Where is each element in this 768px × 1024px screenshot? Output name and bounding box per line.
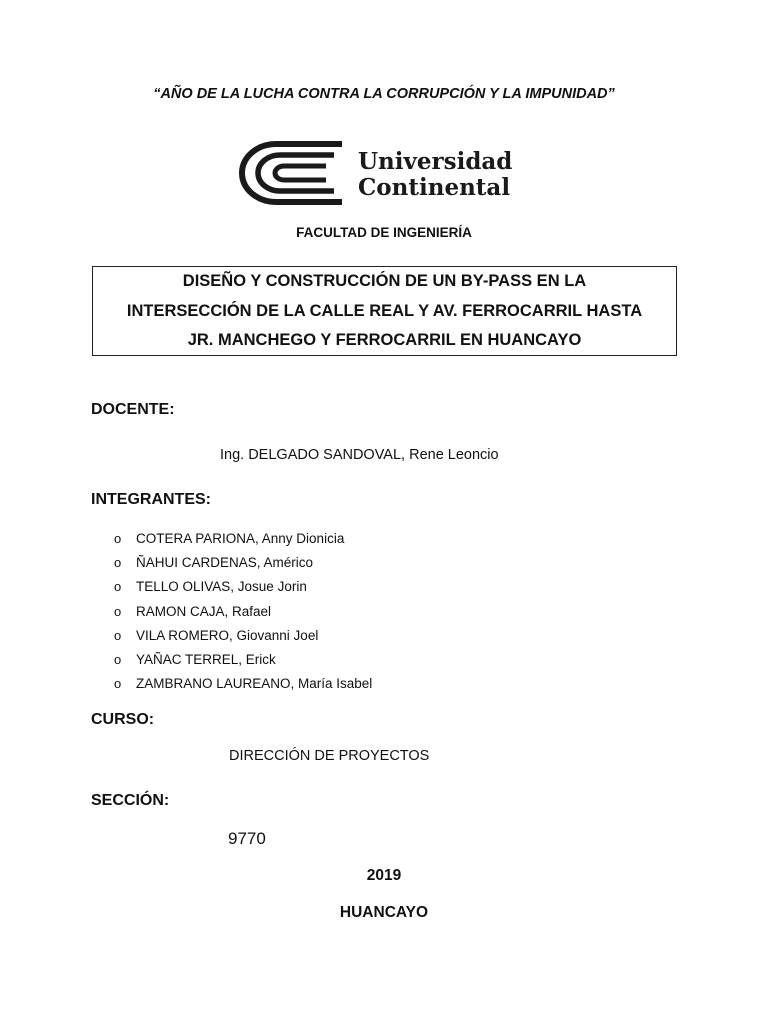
member-name: ÑAHUI CARDENAS, Américo: [136, 555, 314, 571]
bullet-marker: o: [114, 627, 122, 643]
year-text: 2019: [366, 867, 402, 884]
integrantes-heading: INTEGRANTES:: [91, 491, 211, 508]
bullet-marker: o: [114, 676, 122, 692]
member-name: RAMON CAJA, Rafael: [136, 603, 272, 619]
seccion-heading: SECCIÓN:: [91, 792, 170, 809]
title-line-2: INTERSECCIÓN DE LA CALLE REAL Y AV. FERROCARRIL HASTA: [126, 301, 643, 320]
member-name: TELLO OLIVAS, Josue Jorin: [136, 579, 307, 595]
member-name: COTERA PARIONA, Anny Dionicia: [136, 531, 345, 546]
logo-line-1: Universidad: [358, 148, 513, 175]
member-name: VILA ROMERO, Giovanni Joel: [136, 627, 319, 643]
logo-line-2: Continental: [358, 174, 511, 201]
motto-text: “AÑO DE LA LUCHA CONTRA LA CORRUPCIÓN Y LA IMPUNIDAD”: [153, 86, 615, 102]
city-text: HUANCAYO: [339, 904, 429, 921]
bullet-marker: o: [114, 531, 122, 546]
bullet-marker: o: [114, 603, 122, 619]
member-name: YAÑAC TERREL, Erick: [136, 651, 276, 667]
title-line-3: JR. MANCHEGO Y FERROCARRIL EN HUANCAYO: [187, 331, 582, 349]
title-line-1: DISEÑO Y CONSTRUCCIÓN DE UN BY-PASS EN LA: [182, 272, 587, 290]
university-logo: [234, 138, 524, 208]
bullet-marker: o: [114, 651, 122, 667]
bullet-marker: o: [114, 555, 122, 571]
faculty-name: FACULTAD DE INGENIERÍA: [296, 225, 472, 240]
seccion-number: 9770: [228, 829, 266, 848]
curso-name: DIRECCIÓN DE PROYECTOS: [229, 748, 430, 764]
bullet-marker: o: [114, 579, 122, 595]
thesis-title-box: [92, 266, 677, 356]
curso-heading: CURSO:: [91, 711, 155, 728]
docente-name: Ing. DELGADO SANDOVAL, Rene Leoncio: [220, 447, 499, 463]
continental-logo-icon: [234, 138, 524, 208]
member-name: ZAMBRANO LAUREANO, María Isabel: [136, 676, 373, 692]
docente-heading: DOCENTE:: [91, 401, 175, 418]
